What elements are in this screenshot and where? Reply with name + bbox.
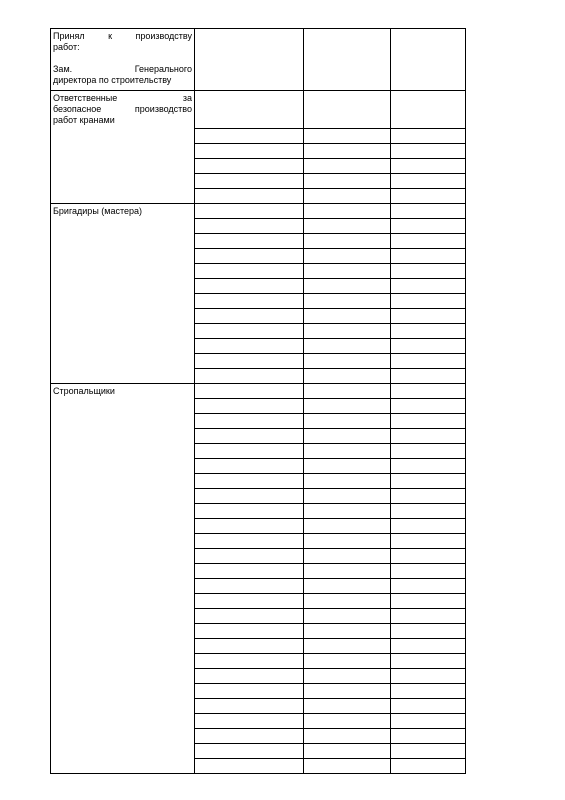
table-cell[interactable] [391,459,466,474]
table-cell[interactable] [195,714,304,729]
table-cell[interactable] [304,669,391,684]
table-cell[interactable] [304,534,391,549]
table-cell[interactable] [391,549,466,564]
table-cell[interactable] [195,294,304,309]
table-cell[interactable] [195,174,304,189]
table-cell[interactable] [195,129,304,144]
table-cell[interactable] [304,249,391,264]
table-cell[interactable] [195,354,304,369]
table-cell[interactable] [304,459,391,474]
table-cell[interactable] [304,264,391,279]
table-cell[interactable] [391,264,466,279]
table-cell[interactable] [195,144,304,159]
table-cell[interactable] [195,609,304,624]
accepted-line-4: директора по строительству [53,75,172,85]
table-cell[interactable] [391,714,466,729]
table-cell[interactable] [391,384,466,399]
table-cell[interactable] [195,744,304,759]
accepted-line-3: Зам. Генерального [53,64,192,74]
table-cell[interactable] [391,654,466,669]
table-cell[interactable] [391,429,466,444]
table-cell[interactable] [304,369,391,384]
table-cell[interactable] [391,414,466,429]
table-cell[interactable] [304,384,391,399]
table-cell[interactable] [304,444,391,459]
table-cell[interactable] [304,759,391,774]
table-cell[interactable] [304,129,391,144]
table-cell[interactable] [304,414,391,429]
table-cell[interactable] [391,189,466,204]
responsible-label-cell [51,91,195,204]
table-cell[interactable] [195,594,304,609]
table-cell[interactable] [391,369,466,384]
table-row [51,204,466,219]
responsible-line-3: работ кранами [53,115,115,125]
table-cell[interactable] [195,279,304,294]
table-cell[interactable] [304,399,391,414]
accepted-label-cell [51,29,195,91]
table-cell[interactable] [195,759,304,774]
table-cell[interactable] [304,489,391,504]
table-cell[interactable] [391,234,466,249]
table-cell[interactable] [195,444,304,459]
table-cell[interactable] [304,504,391,519]
table-cell[interactable] [391,129,466,144]
slingers-label-cell [51,384,195,774]
table-cell[interactable] [195,264,304,279]
table-cell[interactable] [195,564,304,579]
table-cell[interactable] [391,489,466,504]
accepted-line-1: Принял к производству [53,31,192,41]
table-cell[interactable] [304,144,391,159]
table-cell[interactable] [391,309,466,324]
table-cell[interactable] [304,219,391,234]
table-row [51,91,466,129]
table-cell[interactable] [391,174,466,189]
table-cell[interactable] [195,414,304,429]
table-cell[interactable] [195,384,304,399]
table-cell[interactable] [195,549,304,564]
table-cell[interactable] [304,594,391,609]
table-cell[interactable] [304,91,391,129]
table-cell[interactable] [304,714,391,729]
table-cell[interactable] [304,189,391,204]
table-cell[interactable] [195,234,304,249]
table-cell[interactable] [304,339,391,354]
table-cell[interactable] [304,429,391,444]
table-cell[interactable] [304,699,391,714]
table-cell[interactable] [304,174,391,189]
table-cell[interactable] [304,519,391,534]
table-cell[interactable] [304,354,391,369]
table-cell[interactable] [195,504,304,519]
table-cell[interactable] [391,144,466,159]
foremen-label-cell [51,204,195,384]
table-cell[interactable] [195,91,304,129]
table-cell[interactable] [391,399,466,414]
table-cell[interactable] [391,29,466,91]
table-cell[interactable] [195,399,304,414]
accepted-line-2: работ: [53,42,80,52]
table-cell[interactable] [391,594,466,609]
table-cell[interactable] [391,279,466,294]
table-cell[interactable] [391,324,466,339]
personnel-signature-table [50,28,466,774]
table-cell[interactable] [391,219,466,234]
table-cell[interactable] [304,549,391,564]
table-cell[interactable] [195,159,304,174]
table-cell[interactable] [195,369,304,384]
table-cell[interactable] [304,729,391,744]
table-cell[interactable] [195,429,304,444]
table-cell[interactable] [304,279,391,294]
table-cell[interactable] [304,579,391,594]
table-cell[interactable] [391,759,466,774]
table-cell[interactable] [391,624,466,639]
table-cell[interactable] [195,204,304,219]
table-cell[interactable] [391,91,466,129]
table-cell[interactable] [391,534,466,549]
table-cell[interactable] [391,159,466,174]
table-cell[interactable] [304,324,391,339]
table-cell[interactable] [391,354,466,369]
table-cell[interactable] [304,744,391,759]
table-cell[interactable] [304,474,391,489]
table-cell[interactable] [195,29,304,91]
table-cell[interactable] [304,204,391,219]
table-cell[interactable] [391,249,466,264]
table-cell[interactable] [195,459,304,474]
table-cell[interactable] [391,729,466,744]
table-cell[interactable] [195,519,304,534]
table-cell[interactable] [391,474,466,489]
table-cell[interactable] [195,309,304,324]
table-cell[interactable] [195,189,304,204]
table-row [51,384,466,399]
table-cell[interactable] [195,474,304,489]
table-cell[interactable] [391,204,466,219]
table-cell[interactable] [195,339,304,354]
table-cell[interactable] [195,729,304,744]
table-cell[interactable] [391,564,466,579]
table-cell[interactable] [304,309,391,324]
table-cell[interactable] [195,639,304,654]
table-cell[interactable] [195,324,304,339]
table-cell[interactable] [304,234,391,249]
table-cell[interactable] [304,684,391,699]
table-cell[interactable] [391,699,466,714]
foremen-label: Бригадиры (мастера) [53,206,143,216]
table-cell[interactable] [391,444,466,459]
table-cell[interactable] [391,339,466,354]
table-cell[interactable] [391,579,466,594]
table-cell[interactable] [304,609,391,624]
table-cell[interactable] [195,699,304,714]
table-cell[interactable] [391,669,466,684]
table-cell[interactable] [304,624,391,639]
table-cell[interactable] [195,579,304,594]
table-cell[interactable] [304,564,391,579]
table-cell[interactable] [195,219,304,234]
table-cell[interactable] [195,249,304,264]
table-cell[interactable] [391,609,466,624]
table-cell[interactable] [304,654,391,669]
table-cell[interactable] [304,294,391,309]
table-cell[interactable] [304,29,391,91]
table-cell[interactable] [304,159,391,174]
responsible-line-2: безопасное производство [53,104,192,114]
table-cell[interactable] [391,504,466,519]
table-cell[interactable] [304,639,391,654]
table-cell[interactable] [195,624,304,639]
table-cell[interactable] [195,654,304,669]
table-cell[interactable] [391,519,466,534]
table-cell[interactable] [195,534,304,549]
responsible-line-1: Ответственные за [53,93,192,103]
table-cell[interactable] [391,639,466,654]
table-cell[interactable] [391,744,466,759]
table-row [51,29,466,91]
table-cell[interactable] [195,489,304,504]
table-cell[interactable] [391,684,466,699]
slingers-label: Стропальщики [53,386,115,396]
table-cell[interactable] [391,294,466,309]
table-cell[interactable] [195,684,304,699]
table-cell[interactable] [195,669,304,684]
